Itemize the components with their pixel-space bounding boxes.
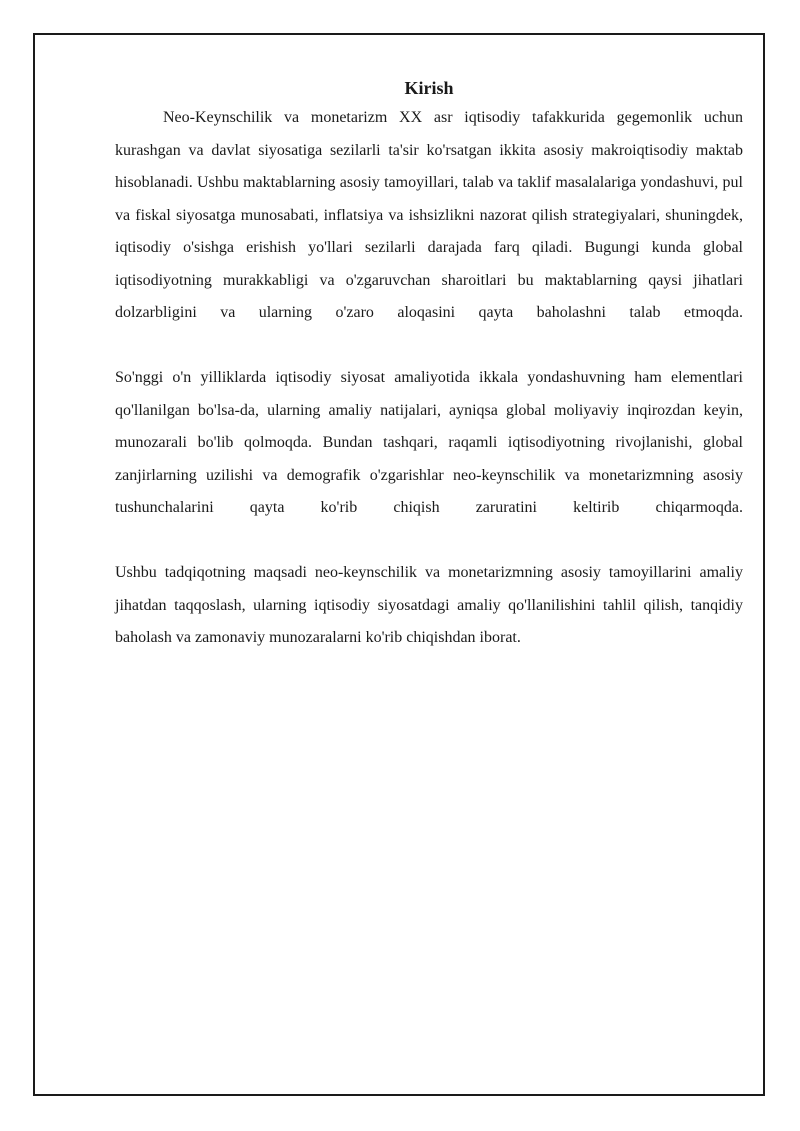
paragraph-spacer: [115, 525, 743, 558]
paragraph-spacer: [115, 330, 743, 363]
paragraph-context: So'nggi o'n yilliklarda iqtisodiy siyosat amaliyotida ikkala yondashuvning ham elementlari qo'llanilgan bo'lsa-da, ularning amaliy natijalari, ayniqsa global moliyaviy inqirozdan keyin, munozarali bo'lib qolmoqda. Bundan tashqari, raqamli iqtisodiyotning rivojlanishi, global zanjirlarning uzilishi va demografik o'zgarishlar neo-keynschilik va monetarizmning asosiy tushunchalarini qayta ko'rib chiqish zaruratini keltirib chiqarmoqda.: [115, 369, 743, 516]
paragraph-intro: Neo-Keynschilik va monetarizm XX asr iqtisodiy tafakkurida gegemonlik uchun kurashgan va davlat siyosatiga sezilarli ta'sir ko'rsatgan ikkita asosiy makroiqtisodiy maktab hisoblanadi. Ushbu maktablarning asosiy tamoyillari, talab va taklif masalalariga yondashuvi, pul va fiskal siyosatga munosabati, inflatsiya va ishsizlikni nazorat qilish strategiyalari, shuningdek, iqtisodiy o'sishga erishish yo'llari sezilarli darajada farq qiladi. Bugungi kunda global iqtisodiyotning murakkabligi va o'zgaruvchan sharoitlari bu maktablarning qaysi jihatlari dolzarbligini va ularning o'zaro aloqasini qayta baholashni talab etmoqda.: [115, 109, 743, 321]
paragraph-aim: Ushbu tadqiqotning maqsadi neo-keynschilik va monetarizmning asosiy tamoyillarini amaliy jihatdan taqqoslash, ularning iqtisodiy siyosatdagi amaliy qo'llanilishini tahlil qilish, tanqidiy baholash va zamonaviy munozaralarni ko'rib chiqishdan iborat.: [115, 564, 743, 646]
document-title: Kirish: [404, 78, 454, 98]
document-body: [115, 74, 743, 655]
